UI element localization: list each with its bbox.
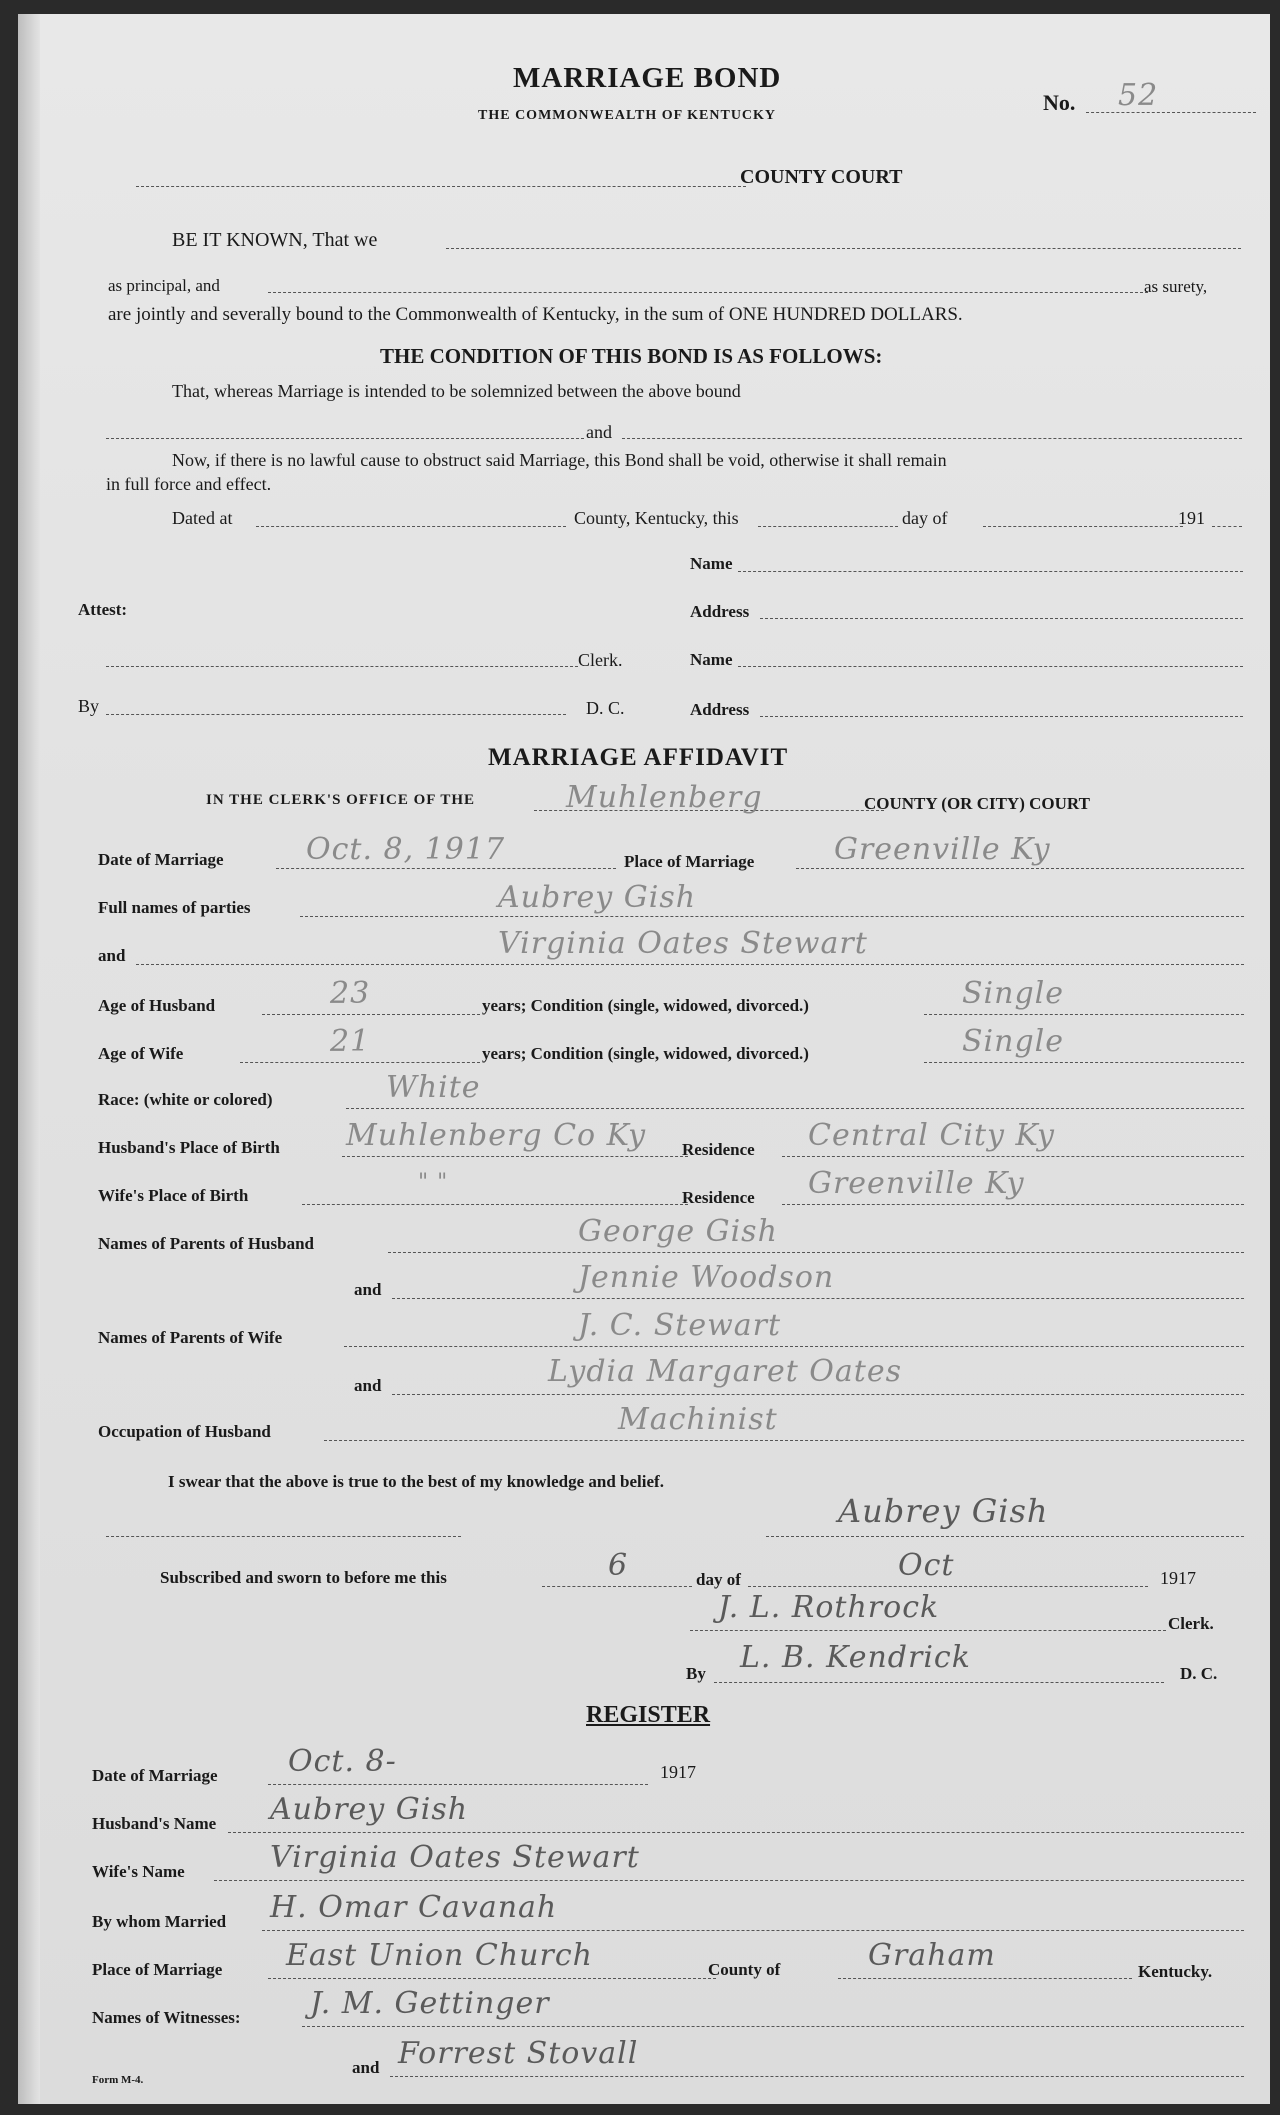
place-of-marriage-value: Greenville Ky bbox=[834, 832, 1051, 867]
register-place-value: East Union Church bbox=[286, 1938, 593, 1973]
county-kentucky-label: County, Kentucky, this bbox=[574, 508, 739, 528]
surety-name-label-1: Name bbox=[690, 554, 733, 573]
race-label: Race: (white or colored) bbox=[98, 1090, 273, 1109]
wife-residence-line bbox=[782, 1204, 1244, 1205]
county-court-label: COUNTY COURT bbox=[740, 166, 903, 188]
place-of-marriage-line bbox=[796, 868, 1244, 869]
dc-line bbox=[106, 714, 566, 715]
register-wife-label: Wife's Name bbox=[92, 1862, 185, 1881]
affidavit-clerk-label: Clerk. bbox=[1168, 1614, 1214, 1633]
wife-condition-label: years; Condition (single, widowed, divorced.) bbox=[482, 1044, 809, 1063]
county-court-line bbox=[136, 186, 746, 187]
register-husband-label: Husband's Name bbox=[92, 1814, 217, 1833]
principal-label: as principal, and bbox=[108, 276, 220, 295]
swear-statement: I swear that the above is true to the best of my knowledge and belief. bbox=[168, 1472, 664, 1491]
husband-father-line bbox=[388, 1252, 1244, 1253]
clerk-label: Clerk. bbox=[578, 650, 623, 670]
register-officiant-value: H. Omar Cavanah bbox=[270, 1890, 558, 1925]
deputy-signature-line bbox=[714, 1682, 1164, 1683]
surety-address-line-1 bbox=[760, 618, 1243, 619]
wife-birthplace-label: Wife's Place of Birth bbox=[98, 1186, 249, 1205]
register-witness-and-label: and bbox=[352, 2058, 380, 2077]
attest-label: Attest: bbox=[78, 600, 128, 619]
wife-mother-line bbox=[392, 1394, 1244, 1395]
subscribed-year: 1917 bbox=[1160, 1568, 1196, 1588]
surety-name-line-2 bbox=[738, 666, 1243, 667]
day-of-label: day of bbox=[902, 508, 948, 528]
place-of-marriage-label: Place of Marriage bbox=[624, 852, 755, 871]
date-of-marriage-value: Oct. 8, 1917 bbox=[306, 832, 506, 867]
register-kentucky-label: Kentucky. bbox=[1138, 1962, 1213, 1981]
register-date-line bbox=[268, 1784, 648, 1785]
subscribed-day-of-label: day of bbox=[696, 1570, 741, 1589]
bond-number: 52 bbox=[1118, 78, 1159, 113]
husband-condition-value: Single bbox=[962, 976, 1065, 1011]
clerks-office-label: IN THE CLERK'S OFFICE OF THE bbox=[206, 792, 476, 808]
register-county-value: Graham bbox=[868, 1938, 996, 1973]
subscribed-month-line bbox=[748, 1586, 1148, 1587]
subscribed-label: Subscribed and sworn to before me this bbox=[160, 1568, 447, 1587]
husband-birthplace-label: Husband's Place of Birth bbox=[98, 1138, 280, 1157]
wife-mother-value: Lydia Margaret Oates bbox=[548, 1354, 902, 1389]
register-husband-line bbox=[228, 1832, 1244, 1833]
surety-name-label-2: Name bbox=[690, 650, 733, 669]
register-witness-2-line bbox=[390, 2076, 1244, 2077]
dated-day-line bbox=[758, 526, 898, 527]
wife-condition-line bbox=[924, 1062, 1244, 1063]
register-date-value: Oct. 8- bbox=[288, 1744, 397, 1779]
bond-sum-text: are jointly and severally bound to the Commonwealth of Kentucky, in the sum of ONE HUNDRED DOLLARS. bbox=[108, 304, 963, 325]
year-prefix: 191 bbox=[1178, 508, 1205, 528]
register-title: REGISTER bbox=[586, 1702, 711, 1728]
affidavit-dc-label: D. C. bbox=[1180, 1664, 1218, 1683]
lawful-cause-text-2: in full force and effect. bbox=[106, 474, 272, 494]
bond-number-label: No. bbox=[1043, 90, 1076, 115]
principal-names-line bbox=[446, 248, 1241, 249]
full-names-label: Full names of parties bbox=[98, 898, 251, 917]
date-of-marriage-line bbox=[276, 868, 616, 869]
whereas-text: That, whereas Marriage is intended to be solemnized between the above bound bbox=[172, 381, 741, 401]
husband-parents-and-label: and bbox=[354, 1280, 382, 1299]
dated-month-line bbox=[983, 526, 1183, 527]
occupation-line bbox=[324, 1440, 1244, 1441]
husband-birthplace-value: Muhlenberg Co Ky bbox=[346, 1118, 647, 1153]
age-of-wife-label: Age of Wife bbox=[98, 1044, 184, 1063]
subscribed-month: Oct bbox=[898, 1548, 955, 1583]
affiant-signature: Aubrey Gish bbox=[838, 1492, 1049, 1530]
surety-label: as surety, bbox=[1144, 277, 1208, 296]
husband-condition-line bbox=[924, 1014, 1244, 1015]
surety-address-label-2: Address bbox=[690, 700, 750, 719]
dated-year-line bbox=[1212, 526, 1242, 527]
wife-condition-value: Single bbox=[962, 1024, 1065, 1059]
register-officiant-line bbox=[262, 1930, 1244, 1931]
age-of-husband-value: 23 bbox=[330, 976, 371, 1011]
page-edge bbox=[18, 14, 40, 2104]
husband-name-value: Aubrey Gish bbox=[498, 880, 697, 915]
register-witness-2: Forrest Stovall bbox=[398, 2036, 639, 2071]
wife-father-line bbox=[344, 1346, 1244, 1347]
deputy-signature: L. B. Kendrick bbox=[740, 1640, 971, 1675]
husband-father-value: George Gish bbox=[578, 1214, 778, 1249]
affiant-left-line bbox=[106, 1536, 461, 1537]
subscribed-day: 6 bbox=[608, 1548, 629, 1583]
clerk-signature-line bbox=[690, 1630, 1166, 1631]
wife-father-value: J. C. Stewart bbox=[578, 1308, 782, 1343]
by-label: By bbox=[78, 696, 100, 716]
husband-residence-label: Residence bbox=[682, 1140, 755, 1159]
dated-at-line bbox=[256, 526, 566, 527]
race-line bbox=[346, 1108, 1244, 1109]
wife-parents-and-label: and bbox=[354, 1376, 382, 1395]
wife-birthplace-value: " " bbox=[418, 1170, 449, 1195]
register-place-line bbox=[268, 1978, 716, 1979]
county-handwriting: Muhlenberg bbox=[566, 780, 763, 815]
county-court-suffix: COUNTY (OR CITY) COURT bbox=[864, 794, 1090, 813]
affidavit-by-label: By bbox=[686, 1664, 706, 1683]
dc-label: D. C. bbox=[586, 698, 625, 718]
bound-party-2-line bbox=[622, 438, 1242, 439]
subscribed-day-line bbox=[542, 1586, 692, 1587]
age-of-wife-line bbox=[240, 1062, 480, 1063]
register-county-label: County of bbox=[708, 1960, 781, 1979]
husband-parents-label: Names of Parents of Husband bbox=[98, 1234, 314, 1253]
clerk-line bbox=[106, 666, 578, 667]
register-place-label: Place of Marriage bbox=[92, 1960, 223, 1979]
husband-mother-line bbox=[392, 1298, 1244, 1299]
register-county-line bbox=[838, 1978, 1132, 1979]
register-witnesses-label: Names of Witnesses: bbox=[92, 2008, 241, 2027]
age-of-husband-line bbox=[262, 1014, 480, 1015]
and-party-label: and bbox=[98, 946, 126, 965]
affidavit-title: MARRIAGE AFFIDAVIT bbox=[488, 744, 789, 771]
register-husband-value: Aubrey Gish bbox=[270, 1792, 469, 1827]
surety-name-line-1 bbox=[738, 571, 1243, 572]
marriage-document bbox=[18, 14, 1270, 2104]
wife-name-line bbox=[136, 964, 1244, 965]
husband-residence-line bbox=[782, 1156, 1244, 1157]
register-witness-1-line bbox=[302, 2026, 1244, 2027]
wife-residence-label: Residence bbox=[682, 1188, 755, 1207]
lawful-cause-text: Now, if there is no lawful cause to obstruct said Marriage, this Bond shall be void, otherwise it shall remain bbox=[172, 450, 947, 470]
full-names-line bbox=[300, 916, 1244, 917]
surety-address-line-2 bbox=[760, 716, 1243, 717]
bond-subtitle: THE COMMONWEALTH OF KENTUCKY bbox=[478, 108, 777, 123]
register-date-label: Date of Marriage bbox=[92, 1766, 218, 1785]
and-label: and bbox=[586, 422, 612, 442]
date-of-marriage-label: Date of Marriage bbox=[98, 850, 224, 869]
be-it-known: BE IT KNOWN, That we bbox=[172, 229, 378, 251]
age-of-husband-label: Age of Husband bbox=[98, 996, 216, 1015]
surety-address-label-1: Address bbox=[690, 602, 750, 621]
wife-name-value: Virginia Oates Stewart bbox=[498, 926, 868, 961]
affiant-signature-line bbox=[766, 1536, 1244, 1537]
wife-residence-value: Greenville Ky bbox=[808, 1166, 1025, 1201]
condition-heading: THE CONDITION OF THIS BOND IS AS FOLLOWS: bbox=[380, 344, 883, 368]
wife-birthplace-line bbox=[302, 1204, 688, 1205]
dated-at-label: Dated at bbox=[172, 508, 233, 528]
bond-number-line bbox=[1086, 112, 1256, 113]
register-wife-line bbox=[214, 1880, 1244, 1881]
race-value: White bbox=[386, 1070, 481, 1105]
clerk-signature: J. L. Rothrock bbox=[718, 1590, 940, 1625]
wife-parents-label: Names of Parents of Wife bbox=[98, 1328, 283, 1347]
register-witness-1: J. M. Gettinger bbox=[310, 1986, 550, 2021]
husband-mother-value: Jennie Woodson bbox=[578, 1260, 835, 1295]
register-wife-value: Virginia Oates Stewart bbox=[270, 1840, 640, 1875]
husband-residence-value: Central City Ky bbox=[808, 1118, 1055, 1153]
register-year-value: 1917 bbox=[660, 1762, 696, 1782]
bound-party-1-line bbox=[106, 438, 584, 439]
husband-birthplace-line bbox=[342, 1156, 688, 1157]
bond-title: MARRIAGE BOND bbox=[513, 62, 782, 94]
occupation-label: Occupation of Husband bbox=[98, 1422, 271, 1441]
register-officiant-label: By whom Married bbox=[92, 1912, 227, 1931]
form-number: Form M-4. bbox=[92, 2074, 144, 2086]
surety-line bbox=[268, 292, 1148, 293]
age-of-wife-value: 21 bbox=[330, 1024, 371, 1059]
husband-condition-label: years; Condition (single, widowed, divorced.) bbox=[482, 996, 809, 1015]
occupation-value: Machinist bbox=[618, 1402, 778, 1437]
